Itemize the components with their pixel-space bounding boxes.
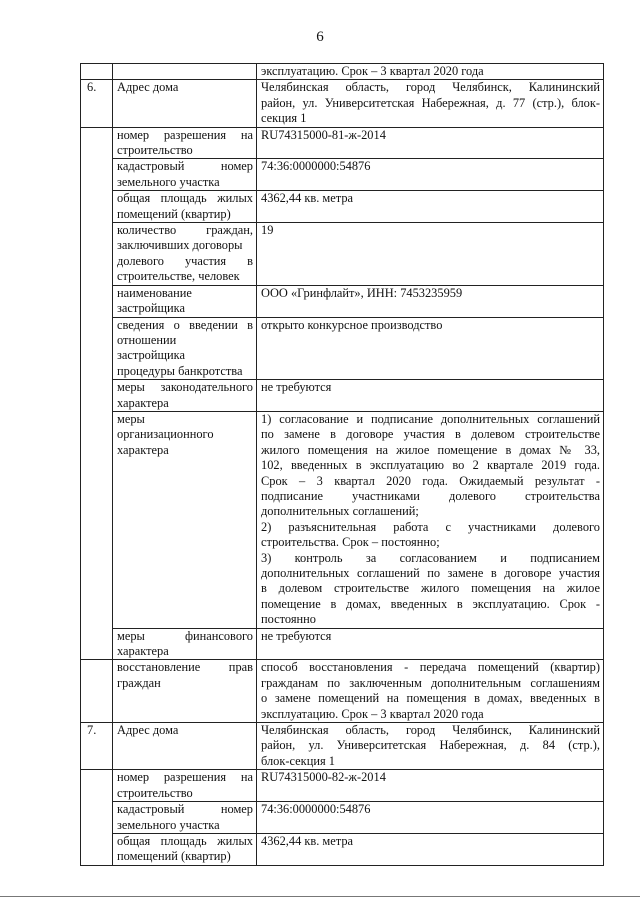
citizens-label-6	[113, 223, 257, 286]
item-number-6: 6.	[81, 80, 113, 127]
label-line: строительство	[117, 785, 193, 800]
org-label-6	[113, 411, 257, 628]
cadastral-value-6: 74:36:0000000:54876	[257, 159, 604, 191]
address-line: Челябинская область, город Челябинск, Калининский	[261, 723, 600, 738]
label-line: земельного участка	[117, 817, 220, 832]
value-line: о замене помещений на помещения в домах, введенных в	[261, 691, 600, 706]
table-row-address-6	[81, 80, 604, 127]
permit-label-7	[113, 770, 257, 802]
value-line: эксплуатацию. Срок – 3 квартал 2020 года	[261, 706, 484, 721]
label-line: заключивших договоры	[117, 238, 243, 253]
label-line: характера	[117, 442, 169, 457]
cell-num-6-end	[81, 660, 113, 723]
value-line: подписание участниками долевого строительства	[261, 488, 600, 503]
label-line: помещений (квартир)	[117, 849, 231, 864]
label-line: строительство	[117, 143, 193, 158]
restore-value-6	[257, 660, 604, 723]
table-row-address-7	[81, 723, 604, 770]
page-bottom-rule	[0, 896, 640, 897]
address-line: район, ул. Университетская Набережная, д. 77 (стр.), блок-	[261, 95, 600, 110]
table-row-org-6	[81, 411, 604, 628]
address-value-6	[257, 80, 604, 127]
financial-label-6	[113, 628, 257, 660]
label-line: характера	[117, 395, 169, 410]
address-line: секция 1	[261, 111, 307, 126]
value-line: строительства. Срок – постоянно;	[261, 535, 440, 550]
label-line: земельного участка	[117, 174, 220, 189]
cadastral-label-6	[113, 159, 257, 191]
permit-value-6: RU74315000-81-ж-2014	[257, 127, 604, 159]
value-line: 102, введенных в эксплуатацию во 2 квартале 2019 года.	[261, 458, 600, 473]
label-line: организационного	[117, 427, 214, 442]
label-line: номер разрешения на	[117, 770, 253, 785]
label-line: восстановление прав	[117, 660, 253, 675]
value-line: способ восстановления - передача помещений (квартир)	[261, 660, 600, 675]
label-line: общая площадь жилых	[117, 833, 253, 848]
cadastral-value-7: 74:36:0000000:54876	[257, 802, 604, 834]
item-number-7: 7.	[81, 723, 113, 770]
label-line: процедуры банкротства	[117, 363, 243, 378]
label-line: номер разрешения на	[117, 127, 253, 142]
value-line: дополнительных соглашений;	[261, 504, 419, 519]
table-row-developer-6	[81, 285, 604, 317]
value-line: гражданам по заключенным дополнительным соглашениям	[261, 675, 600, 690]
area-value-6: 4362,44 кв. метра	[257, 191, 604, 223]
address-value-7	[257, 723, 604, 770]
cell-label	[113, 64, 257, 80]
cell-num-span-6	[81, 127, 113, 660]
label-line: кадастровый номер	[117, 802, 253, 817]
table-row-financial-6	[81, 628, 604, 660]
value-line: по замене в договоре участия в долевом строительстве	[261, 427, 600, 442]
continuation-text: эксплуатацию. Срок – 3 квартал 2020 года	[261, 64, 484, 78]
value-line: постоянно	[261, 612, 317, 627]
restore-label-6	[113, 660, 257, 723]
page-number: 6	[316, 29, 324, 45]
value-line: 1) согласование и подписание дополнительных соглашений	[261, 411, 600, 426]
permit-label-6	[113, 127, 257, 159]
value-line: жилого помещения на жилое помещение в домах № 33,	[261, 442, 600, 457]
label-line: помещений (квартир)	[117, 206, 231, 221]
address-label-6: Адрес дома	[113, 80, 257, 127]
bankruptcy-value-6: открыто конкурсное производство	[257, 317, 604, 380]
label-line: количество граждан,	[117, 223, 253, 238]
label-line: долевого участия в	[117, 253, 253, 268]
label-line: общая площадь жилых	[117, 191, 253, 206]
label-line: отношении	[117, 332, 177, 347]
value-line: помещение в домах, введенных в эксплуатацию. Срок -	[261, 596, 600, 611]
bankruptcy-label-6	[113, 317, 257, 380]
label-line: наименование	[117, 285, 192, 300]
label-line: строительстве, человек	[117, 269, 240, 284]
label-line: меры	[117, 411, 145, 426]
table-row-legislative-6	[81, 380, 604, 412]
address-label-7: Адрес дома	[113, 723, 257, 770]
value-line: 3) контроль за согласованием и подписанием	[261, 550, 600, 565]
address-line: блок-секция 1	[261, 753, 335, 768]
area-label-6	[113, 191, 257, 223]
label-line: меры финансового	[117, 628, 253, 643]
developer-value-6: ООО «Гринфлайт», ИНН: 7453235959	[257, 285, 604, 317]
legislative-value-6: не требуются	[257, 380, 604, 412]
citizens-value-6: 19	[257, 223, 604, 286]
developer-label-6	[113, 285, 257, 317]
label-line: застройщика	[117, 301, 185, 316]
cell-value	[257, 64, 604, 80]
value-line: дополнительных соглашений по замене в договоре участия	[261, 566, 600, 580]
table-row-permit-7	[81, 770, 604, 802]
table-row-restore-6	[81, 660, 604, 723]
cadastral-label-7	[113, 802, 257, 834]
financial-value-6: не требуются	[257, 628, 604, 660]
area-value-7: 4362,44 кв. метра	[257, 833, 604, 865]
housing-table	[80, 63, 604, 866]
table-row-citizens-6	[81, 223, 604, 286]
legislative-label-6	[113, 380, 257, 412]
label-line: меры законодательного	[117, 380, 253, 395]
value-line: в долевом строительстве жилого помещения на жилое	[261, 581, 600, 596]
value-line: Срок – 3 квартал 2020 года. Ожидаемый результат -	[261, 473, 600, 488]
table-row-bankruptcy-6	[81, 317, 604, 380]
label-line: застройщика	[117, 348, 185, 363]
cell-num	[81, 64, 113, 80]
table-row-cadastral-6	[81, 159, 604, 191]
address-line: Челябинская область, город Челябинск, Калининский	[261, 80, 600, 95]
table-row-area-7	[81, 833, 604, 865]
permit-value-7: RU74315000-82-ж-2014	[257, 770, 604, 802]
org-value-6	[257, 411, 604, 628]
area-label-7	[113, 833, 257, 865]
label-line: граждан	[117, 675, 161, 690]
value-line: 2) разъяснительная работа с участниками долевого	[261, 519, 600, 534]
table-row-continuation	[81, 64, 604, 80]
address-line: район, ул. Университетская Набережная, д. 84 (стр.),	[261, 738, 600, 753]
label-line: сведения о введении в	[117, 317, 253, 332]
table-row-cadastral-7	[81, 802, 604, 834]
cell-num-span-7	[81, 770, 113, 865]
label-line: кадастровый номер	[117, 159, 253, 174]
table-row-area-6	[81, 191, 604, 223]
table-row-permit-6	[81, 127, 604, 159]
label-line: характера	[117, 644, 169, 659]
